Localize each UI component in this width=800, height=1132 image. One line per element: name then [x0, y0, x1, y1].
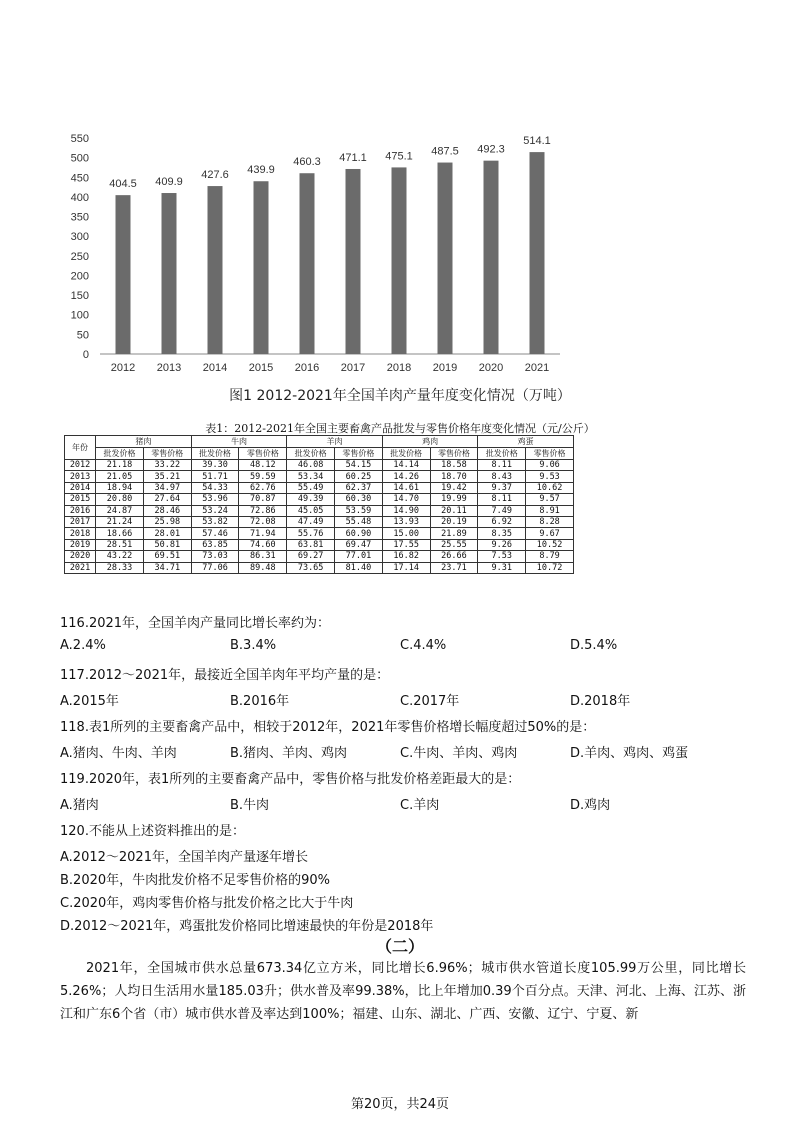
price-cell: 28.01: [143, 528, 191, 539]
price-cell: 72.86: [239, 505, 287, 516]
price-cell: 9.26: [478, 539, 526, 550]
price-cell: 69.47: [335, 539, 383, 550]
price-cell: 59.59: [239, 471, 287, 482]
bars: [109, 135, 551, 354]
group-header: 猪肉: [96, 436, 192, 448]
price-cell: 14.90: [382, 505, 430, 516]
year-cell: 2018: [65, 528, 96, 539]
y-tick-label: 400: [70, 191, 89, 204]
option-a[interactable]: A.2012～2021年，全国羊肉产量逐年增长: [60, 850, 308, 865]
price-cell: 9.06: [526, 460, 574, 471]
year-cell: 2017: [65, 516, 96, 527]
section-title: （二）: [375, 937, 424, 956]
sub-header: 零售价格: [526, 448, 574, 460]
price-cell: 54.15: [335, 460, 383, 471]
price-cell: 8.11: [478, 460, 526, 471]
price-cell: 15.00: [382, 528, 430, 539]
year-cell: 2015: [65, 494, 96, 505]
price-cell: 28.33: [96, 562, 144, 573]
price-cell: 14.14: [382, 460, 430, 471]
question-118: 118.表1所列的主要畜禽产品中，相较于2012年，2021年零售价格增长幅度超过50%的是：: [60, 720, 596, 735]
options-118: [60, 742, 760, 760]
table-sub-header: [65, 448, 574, 460]
price-cell: 43.22: [96, 551, 144, 562]
year-cell: 2014: [65, 482, 96, 493]
x-axis: [111, 362, 549, 374]
price-cell: 73.03: [191, 551, 239, 562]
group-header: 鸡蛋: [478, 436, 574, 448]
price-cell: 70.87: [239, 494, 287, 505]
price-cell: 89.48: [239, 562, 287, 573]
year-header: 年份: [65, 436, 96, 460]
price-cell: 55.48: [335, 516, 383, 527]
question-120: 120.不能从上述资料推出的是：: [60, 824, 245, 839]
table-row: [65, 516, 574, 527]
table-body: [65, 460, 574, 574]
price-cell: 34.97: [143, 482, 191, 493]
price-cell: 34.71: [143, 562, 191, 573]
price-cell: 35.21: [143, 471, 191, 482]
price-cell: 9.67: [526, 528, 574, 539]
price-cell: 53.82: [191, 516, 239, 527]
price-cell: 39.30: [191, 460, 239, 471]
option-b[interactable]: B.2016年: [230, 694, 290, 709]
price-cell: 50.81: [143, 539, 191, 550]
price-cell: 57.46: [191, 528, 239, 539]
bar: [162, 193, 177, 354]
sub-header: 批发价格: [191, 448, 239, 460]
bar: [438, 163, 453, 354]
question-116: 116.2021年，全国羊肉产量同比增长率约为：: [60, 616, 331, 631]
option-d[interactable]: D.羊肉、鸡肉、鸡蛋: [570, 746, 689, 761]
year-cell: 2019: [65, 539, 96, 550]
price-cell: 7.53: [478, 551, 526, 562]
table-row: [65, 494, 574, 505]
x-tick-label: 2013: [156, 362, 182, 374]
price-cell: 54.33: [191, 482, 239, 493]
year-cell: 2016: [65, 505, 96, 516]
option-c[interactable]: C.牛肉、羊肉、鸡肉: [400, 746, 518, 761]
price-cell: 18.94: [96, 482, 144, 493]
price-cell: 9.53: [526, 471, 574, 482]
x-tick-label: 2012: [110, 362, 136, 374]
option-d[interactable]: D.2012～2021年，鸡蛋批发价格同比增速最快的年份是2018年: [60, 919, 434, 934]
sub-header: 批发价格: [382, 448, 430, 460]
sub-header: 零售价格: [430, 448, 478, 460]
price-cell: 25.98: [143, 516, 191, 527]
y-tick-label: 550: [70, 133, 89, 145]
table-row: [65, 482, 574, 493]
sub-header: 批发价格: [287, 448, 335, 460]
bar-value-label: 409.9: [155, 176, 183, 189]
price-cell: 18.58: [430, 460, 478, 471]
price-cell: 18.66: [96, 528, 144, 539]
price-cell: 77.01: [335, 551, 383, 562]
y-tick-label: 500: [70, 152, 89, 165]
price-cell: 53.59: [335, 505, 383, 516]
year-cell: 2020: [65, 551, 96, 562]
option-b[interactable]: B.猪肉、羊肉、鸡肉: [230, 746, 348, 761]
option-c[interactable]: C.2020年，鸡肉零售价格与批发价格之比大于牛肉: [60, 896, 354, 911]
price-cell: 33.22: [143, 460, 191, 471]
options-116: [60, 638, 760, 656]
options-117: [60, 690, 760, 708]
table-row: [65, 562, 574, 573]
option-d[interactable]: D.5.4%: [570, 638, 618, 653]
price-cell: 10.62: [526, 482, 574, 493]
bar-chart: [0, 0, 800, 380]
option-d[interactable]: D.鸡肉: [570, 798, 611, 813]
price-cell: 8.91: [526, 505, 574, 516]
price-cell: 72.08: [239, 516, 287, 527]
option-d[interactable]: D.2018年: [570, 694, 631, 709]
bar: [300, 173, 315, 354]
option-a[interactable]: A.猪肉: [60, 798, 99, 813]
price-cell: 14.70: [382, 494, 430, 505]
price-cell: 53.34: [287, 471, 335, 482]
price-cell: 21.18: [96, 460, 144, 471]
price-cell: 69.51: [143, 551, 191, 562]
y-tick-label: 450: [70, 172, 89, 185]
price-cell: 9.57: [526, 494, 574, 505]
bar-value-label: 404.5: [109, 178, 137, 191]
price-cell: 21.05: [96, 471, 144, 482]
price-cell: 8.11: [478, 494, 526, 505]
price-cell: 24.87: [96, 505, 144, 516]
y-tick-label: 200: [70, 270, 89, 283]
price-cell: 20.11: [430, 505, 478, 516]
figure-caption: 图1 2012-2021年全国羊肉产量年度变化情况（万吨）: [229, 388, 571, 404]
price-cell: 63.85: [191, 539, 239, 550]
group-header: 鸡肉: [382, 436, 478, 448]
price-cell: 20.80: [96, 494, 144, 505]
price-cell: 25.55: [430, 539, 478, 550]
bar: [254, 181, 269, 354]
x-tick-label: 2016: [294, 362, 320, 374]
y-tick-label: 250: [70, 250, 89, 263]
group-header: 牛肉: [191, 436, 287, 448]
options-119: [60, 794, 760, 812]
price-cell: 62.37: [335, 482, 383, 493]
page-footer: 第20页，共24页: [350, 1097, 450, 1112]
price-cell: 8.79: [526, 551, 574, 562]
y-tick-label: 150: [70, 290, 89, 303]
option-a[interactable]: A.猪肉、牛肉、羊肉: [60, 746, 177, 761]
table-row: [65, 528, 574, 539]
table-row: [65, 551, 574, 562]
bar: [530, 152, 545, 354]
table-row: [65, 460, 574, 471]
price-cell: 8.43: [478, 471, 526, 482]
price-cell: 60.30: [335, 494, 383, 505]
bar: [346, 169, 361, 354]
price-cell: 77.06: [191, 562, 239, 573]
price-cell: 48.12: [239, 460, 287, 471]
y-tick-label: 0: [82, 349, 89, 361]
option-b[interactable]: B.2020年，牛肉批发价格不足零售价格的90%: [60, 873, 331, 888]
price-cell: 17.14: [382, 562, 430, 573]
bar: [116, 195, 131, 354]
price-cell: 73.65: [287, 562, 335, 573]
price-cell: 71.94: [239, 528, 287, 539]
price-cell: 6.92: [478, 516, 526, 527]
price-cell: 21.24: [96, 516, 144, 527]
price-cell: 21.89: [430, 528, 478, 539]
price-cell: 10.72: [526, 562, 574, 573]
price-cell: 81.40: [335, 562, 383, 573]
price-cell: 18.70: [430, 471, 478, 482]
x-tick-label: 2017: [340, 362, 366, 374]
option-c[interactable]: C.2017年: [400, 694, 460, 709]
x-tick-label: 2014: [202, 362, 228, 374]
bar-value-label: 439.9: [247, 164, 275, 177]
price-cell: 16.82: [382, 551, 430, 562]
option-b[interactable]: B.3.4%: [230, 638, 277, 653]
bar-value-label: 487.5: [431, 145, 459, 158]
price-cell: 55.76: [287, 528, 335, 539]
table-row: [65, 471, 574, 482]
price-cell: 86.31: [239, 551, 287, 562]
price-cell: 19.99: [430, 494, 478, 505]
price-cell: 60.90: [335, 528, 383, 539]
price-cell: 19.42: [430, 482, 478, 493]
price-cell: 49.39: [287, 494, 335, 505]
price-cell: 9.31: [478, 562, 526, 573]
table-group-header: [65, 436, 574, 448]
option-c[interactable]: C.4.4%: [400, 638, 447, 653]
price-cell: 74.60: [239, 539, 287, 550]
option-a[interactable]: A.2015年: [60, 694, 119, 709]
price-cell: 27.64: [143, 494, 191, 505]
price-cell: 62.76: [239, 482, 287, 493]
price-cell: 13.93: [382, 516, 430, 527]
y-tick-label: 50: [76, 329, 89, 342]
bar-value-label: 460.3: [293, 156, 321, 169]
sub-header: 零售价格: [143, 448, 191, 460]
price-cell: 45.05: [287, 505, 335, 516]
price-cell: 69.27: [287, 551, 335, 562]
x-tick-label: 2019: [432, 362, 458, 374]
price-cell: 26.66: [430, 551, 478, 562]
price-table: [64, 435, 574, 574]
price-cell: 17.55: [382, 539, 430, 550]
bar-value-label: 427.6: [201, 169, 229, 182]
table-row: [65, 505, 574, 516]
price-cell: 53.96: [191, 494, 239, 505]
price-cell: 14.26: [382, 471, 430, 482]
x-tick-label: 2015: [248, 362, 274, 374]
bar: [208, 186, 223, 354]
price-cell: 28.46: [143, 505, 191, 516]
table-caption: 表1：2012-2021年全国主要畜禽产品批发与零售价格年度变化情况（元/公斤）: [205, 422, 595, 435]
year-cell: 2012: [65, 460, 96, 471]
price-cell: 51.71: [191, 471, 239, 482]
sub-header: 零售价格: [239, 448, 287, 460]
sub-header: 零售价格: [335, 448, 383, 460]
price-cell: 47.49: [287, 516, 335, 527]
price-cell: 8.28: [526, 516, 574, 527]
bar-value-label: 514.1: [523, 135, 551, 148]
price-cell: 14.61: [382, 482, 430, 493]
x-tick-label: 2020: [478, 362, 504, 374]
y-tick-label: 300: [70, 231, 89, 244]
price-cell: 46.08: [287, 460, 335, 471]
bar-value-label: 475.1: [385, 150, 413, 163]
bar-value-label: 471.1: [339, 151, 367, 164]
option-a[interactable]: A.2.4%: [60, 638, 106, 653]
x-tick-label: 2021: [524, 362, 550, 374]
bar-value-label: 492.3: [477, 143, 505, 156]
price-cell: 55.49: [287, 482, 335, 493]
option-b[interactable]: B.牛肉: [230, 798, 270, 813]
price-cell: 63.81: [287, 539, 335, 550]
bar: [484, 161, 499, 354]
price-cell: 20.19: [430, 516, 478, 527]
question-117: 117.2012～2021年，最接近全国羊肉年平均产量的是：: [60, 668, 390, 683]
option-c[interactable]: C.羊肉: [400, 798, 440, 813]
bar: [392, 167, 407, 354]
price-cell: 28.51: [96, 539, 144, 550]
section-paragraph: 2021年，全国城市供水总量673.34亿立方米，同比增长6.96%；城市供水管道长度105.99万公里，同比增长5.26%；人均日生活用水量185.03升；供水普及率99.38%，比上年增加0.39个百分点。天津、河北、上海、江苏、浙江和广东6个省（市）城市供水普及率达到100%；福建、山东、湖北、广西、安徽、辽宁、宁夏、新: [60, 961, 746, 1022]
year-cell: 2013: [65, 471, 96, 482]
y-tick-label: 350: [70, 211, 89, 224]
y-tick-label: 100: [70, 309, 89, 322]
price-cell: 53.24: [191, 505, 239, 516]
price-cell: 8.35: [478, 528, 526, 539]
price-cell: 60.25: [335, 471, 383, 482]
year-cell: 2021: [65, 562, 96, 573]
x-tick-label: 2018: [386, 362, 412, 374]
table-row: [65, 539, 574, 550]
price-cell: 9.37: [478, 482, 526, 493]
sub-header: 批发价格: [96, 448, 144, 460]
sub-header: 批发价格: [478, 448, 526, 460]
price-cell: 23.71: [430, 562, 478, 573]
group-header: 羊肉: [287, 436, 383, 448]
question-119: 119.2020年，表1所列的主要畜禽产品中，零售价格与批发价格差距最大的是：: [60, 772, 521, 787]
price-cell: 7.49: [478, 505, 526, 516]
price-cell: 10.52: [526, 539, 574, 550]
